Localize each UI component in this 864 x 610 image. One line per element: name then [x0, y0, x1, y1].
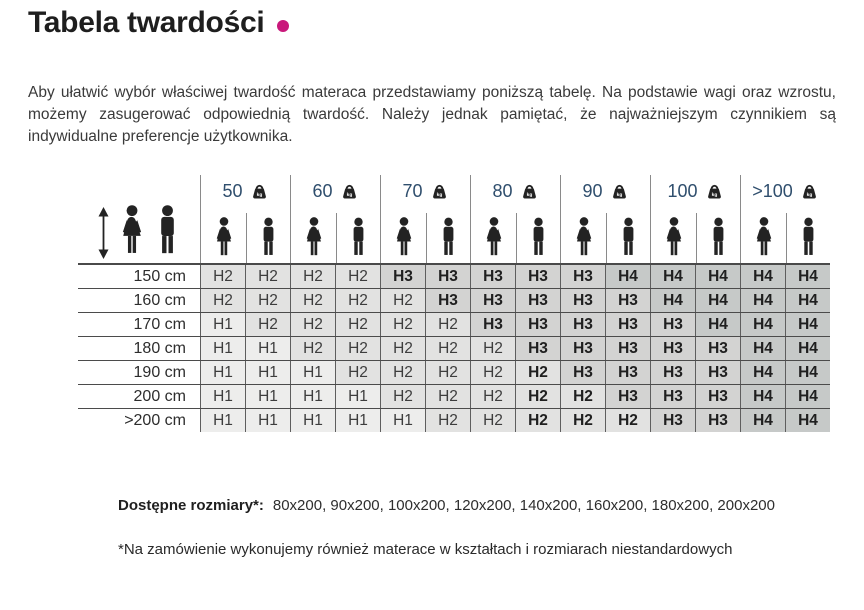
hardness-cell: H1 [290, 409, 335, 432]
hardness-cell: H2 [380, 361, 425, 384]
hardness-cell: H3 [650, 409, 695, 432]
hardness-cell: H2 [425, 313, 470, 336]
hardness-cell: H2 [425, 409, 470, 432]
hardness-cell: H4 [740, 337, 785, 360]
hardness-cell: H2 [200, 289, 245, 312]
weight-header-groups [200, 175, 830, 263]
hardness-cell: H3 [380, 265, 425, 288]
female-icon [752, 217, 776, 260]
weight-group-header [200, 175, 290, 263]
hardness-cell: H2 [245, 289, 290, 312]
hardness-cell: H1 [200, 385, 245, 408]
hardness-cell: H2 [200, 265, 245, 288]
hardness-cell: H3 [605, 385, 650, 408]
weight-kg-icon [520, 182, 539, 201]
hardness-cell: H2 [335, 337, 380, 360]
hardness-cell: H2 [335, 313, 380, 336]
weight-number: 60 [312, 180, 333, 201]
hardness-cell: H1 [200, 313, 245, 336]
hardness-cell: H4 [695, 289, 740, 312]
weight-kg-icon [340, 182, 359, 201]
weight-value [312, 179, 358, 203]
hardness-cell: H2 [380, 385, 425, 408]
hardness-cell: H3 [650, 385, 695, 408]
table-row [78, 385, 830, 409]
table-row [78, 409, 830, 432]
hardness-cell: H2 [335, 289, 380, 312]
height-label: 160 cm [78, 289, 200, 312]
hardness-cell: H2 [380, 337, 425, 360]
weight-kg-icon [705, 182, 724, 201]
hardness-cell: H2 [470, 409, 515, 432]
hardness-cell: H2 [245, 313, 290, 336]
male-icon [618, 217, 639, 260]
hardness-cell: H2 [290, 289, 335, 312]
hardness-cell: H3 [470, 313, 515, 336]
hardness-cell: H3 [605, 289, 650, 312]
title-bullet-dot [277, 20, 289, 32]
weight-group-header [650, 175, 740, 263]
hardness-cell: H4 [740, 265, 785, 288]
hardness-cell: H2 [470, 385, 515, 408]
hardness-cell: H3 [695, 337, 740, 360]
hardness-cell: H4 [785, 409, 830, 432]
height-label: 190 cm [78, 361, 200, 384]
hardness-cell: H3 [515, 265, 560, 288]
hardness-cell: H4 [785, 265, 830, 288]
weight-kg-icon [800, 182, 819, 201]
svg-text:kg: kg [711, 192, 717, 198]
weight-group-header [470, 175, 560, 263]
female-icon [572, 217, 596, 260]
hardness-cell: H2 [290, 313, 335, 336]
table-row [78, 313, 830, 337]
hardness-cell: H1 [245, 385, 290, 408]
female-male-divider [786, 213, 787, 263]
hardness-cell: H1 [200, 361, 245, 384]
hardness-cell: H4 [740, 409, 785, 432]
hardness-cell: H3 [695, 409, 740, 432]
weight-group-header [380, 175, 470, 263]
custom-order-footnote: *Na zamówienie wykonujemy również materace w kształtach i rozmiarach niestandardowych [118, 541, 733, 558]
hardness-cell: H3 [515, 313, 560, 336]
svg-text:kg: kg [526, 192, 532, 198]
hardness-cell: H4 [740, 313, 785, 336]
available-sizes-list: 80x200, 90x200, 100x200, 120x200, 140x200, 160x200, 180x200, 200x200 [272, 497, 775, 514]
hardness-cell: H4 [740, 385, 785, 408]
female-male-divider [606, 213, 607, 263]
hardness-cell: H2 [245, 265, 290, 288]
table-row [78, 337, 830, 361]
hardness-cell: H3 [515, 337, 560, 360]
hardness-cell: H2 [605, 409, 650, 432]
female-icon [392, 217, 416, 260]
available-sizes-label: Dostępne rozmiary*: [118, 497, 264, 514]
available-sizes-line [118, 497, 775, 514]
table-body [78, 265, 830, 432]
svg-text:kg: kg [346, 192, 352, 198]
male-icon [708, 217, 729, 260]
height-range-icon [97, 207, 110, 259]
hardness-cell: H3 [560, 289, 605, 312]
hardness-cell: H3 [650, 313, 695, 336]
hardness-cell: H3 [560, 361, 605, 384]
hardness-cell: H1 [335, 385, 380, 408]
male-icon [348, 217, 369, 260]
hardness-cell: H3 [605, 361, 650, 384]
hardness-cell: H1 [245, 409, 290, 432]
female-male-divider [696, 213, 697, 263]
weight-kg-icon [250, 182, 269, 201]
weight-value [752, 179, 819, 203]
hardness-cell: H2 [470, 361, 515, 384]
hardness-cell: H4 [785, 313, 830, 336]
hardness-cell: H3 [605, 313, 650, 336]
female-male-divider [246, 213, 247, 263]
table-row [78, 361, 830, 385]
page-header [28, 6, 289, 40]
female-male-divider [336, 213, 337, 263]
weight-value [402, 179, 448, 203]
hardness-cell: H2 [290, 265, 335, 288]
weight-group-header [740, 175, 830, 263]
hardness-cell: H4 [650, 265, 695, 288]
table-header [78, 175, 830, 265]
height-label: 180 cm [78, 337, 200, 360]
hardness-cell: H4 [695, 313, 740, 336]
height-label: >200 cm [78, 409, 200, 432]
hardness-cell: H2 [515, 385, 560, 408]
table-row [78, 289, 830, 313]
hardness-cell: H2 [335, 361, 380, 384]
hardness-cell: H4 [785, 289, 830, 312]
svg-text:kg: kg [256, 192, 262, 198]
hardness-cell: H4 [605, 265, 650, 288]
weight-kg-icon [430, 182, 449, 201]
hardness-cell: H3 [425, 265, 470, 288]
hardness-cell: H3 [470, 265, 515, 288]
hardness-cell: H2 [335, 265, 380, 288]
hardness-cell: H3 [560, 265, 605, 288]
weight-number: >100 [752, 180, 793, 201]
hardness-cell: H4 [650, 289, 695, 312]
weight-group-header [560, 175, 650, 263]
male-icon [798, 217, 819, 260]
hardness-cell: H2 [380, 289, 425, 312]
weight-kg-icon [610, 182, 629, 201]
weight-value [582, 179, 628, 203]
female-icon [302, 217, 326, 260]
hardness-cell: H2 [425, 361, 470, 384]
hardness-table [78, 175, 830, 432]
svg-text:kg: kg [806, 192, 813, 198]
hardness-cell: H3 [605, 337, 650, 360]
hardness-cell: H3 [650, 361, 695, 384]
male-icon [258, 217, 279, 260]
hardness-cell: H3 [560, 313, 605, 336]
hardness-cell: H4 [695, 265, 740, 288]
weight-number: 100 [667, 180, 698, 201]
page-title: Tabela twardości [28, 6, 265, 39]
hardness-cell: H2 [470, 337, 515, 360]
hardness-cell: H2 [425, 337, 470, 360]
female-male-divider [516, 213, 517, 263]
hardness-cell: H1 [200, 337, 245, 360]
hardness-cell: H1 [335, 409, 380, 432]
weight-number: 90 [582, 180, 603, 201]
hardness-cell: H1 [290, 361, 335, 384]
female-icon [212, 217, 236, 260]
hardness-cell: H3 [695, 385, 740, 408]
svg-text:kg: kg [436, 192, 442, 198]
weight-group-header [290, 175, 380, 263]
weight-number: 70 [402, 180, 423, 201]
hardness-cell: H3 [695, 361, 740, 384]
hardness-cell: H4 [740, 289, 785, 312]
female-male-divider [426, 213, 427, 263]
height-label: 150 cm [78, 265, 200, 288]
female-icon [117, 205, 147, 259]
hardness-cell: H3 [560, 337, 605, 360]
hardness-cell: H1 [245, 337, 290, 360]
hardness-cell: H2 [290, 337, 335, 360]
height-label: 200 cm [78, 385, 200, 408]
hardness-cell: H4 [785, 361, 830, 384]
hardness-cell: H1 [290, 385, 335, 408]
male-icon [438, 217, 459, 260]
hardness-cell: H2 [425, 385, 470, 408]
hardness-cell: H2 [560, 409, 605, 432]
hardness-cell: H3 [515, 289, 560, 312]
weight-value [492, 179, 538, 203]
weight-value [222, 179, 268, 203]
hardness-cell: H1 [380, 409, 425, 432]
male-icon [154, 205, 181, 259]
weight-value [667, 179, 723, 203]
hardness-cell: H2 [380, 313, 425, 336]
weight-number: 50 [222, 180, 243, 201]
hardness-cell: H4 [785, 385, 830, 408]
female-icon [482, 217, 506, 260]
hardness-cell: H3 [470, 289, 515, 312]
table-row [78, 265, 830, 289]
intro-paragraph: Aby ułatwić wybór właściwej twardość materaca przedstawiamy poniższą tabelę. Na podstawie wagi oraz wzrostu, możemy zasugerować odpowiednią twardość. Należy jednak pamiętać, że najważniejszym czynnikiem są indywidualne preferencje użytkownika. [28, 83, 836, 145]
hardness-cell: H4 [785, 337, 830, 360]
hardness-cell: H2 [515, 409, 560, 432]
hardness-cell: H3 [650, 337, 695, 360]
hardness-cell: H2 [560, 385, 605, 408]
height-label: 170 cm [78, 313, 200, 336]
hardness-cell: H4 [740, 361, 785, 384]
hardness-cell: H1 [200, 409, 245, 432]
hardness-cell: H2 [515, 361, 560, 384]
female-icon [662, 217, 686, 260]
male-icon [528, 217, 549, 260]
height-column-header [78, 175, 200, 263]
hardness-cell: H1 [245, 361, 290, 384]
weight-number: 80 [492, 180, 513, 201]
hardness-cell: H3 [425, 289, 470, 312]
svg-text:kg: kg [616, 192, 622, 198]
